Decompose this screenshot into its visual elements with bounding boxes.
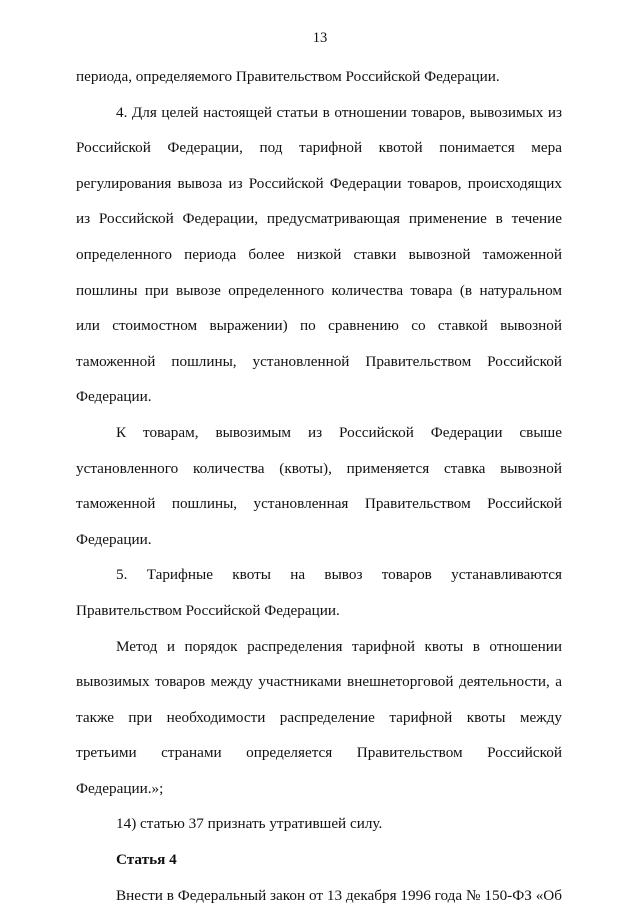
paragraph-distribution-method: Метод и порядок распределения тарифной квоты в отношении вывозимых товаров между участниками внешнеторговой деятельности, а также при необходимости распределение тарифной квоты между третьими странами определяется Правительством Российской Федерации.»;: [76, 637, 562, 797]
paragraph-item-4: 4. Для целей настоящей статьи в отношении товаров, вывозимых из Российской Федерации, под тарифной квотой понимается мера регулирования вывоза из Российской Федерации товаров, происходящих из Российской Федерации, предусматривающая применение в течение определенного периода более низкой ставки вывозной таможенной пошлины при вывозе определенного количества товара (в натуральном или стоимостном выражении) по сравнению со ставкой вывозной таможенной пошлины, установленной Правительством Российской Федерации.: [76, 103, 562, 406]
page-number: 13: [312, 30, 328, 46]
document-body: [76, 59, 562, 913]
paragraph-item-5: 5. Тарифные квоты на вывоз товаров устанавливаются Правительством Российской Федерации.: [76, 566, 562, 619]
paragraph-item-14: 14) статью 37 признать утратившей силу.: [116, 815, 383, 833]
paragraph-article-4: Внести в Федеральный закон от 13 декабря 1996 года № 150-ФЗ «Об: [116, 886, 562, 904]
paragraph-quota-excess: К товарам, вывозимым из Российской Федерации свыше установленного количества (квоты), применяется ставка вывозной таможенной пошлины, установленная Правительством Российской Федерации.: [76, 423, 562, 548]
paragraph-continuation: периода, определяемого Правительством Российской Федерации.: [76, 68, 500, 85]
article-heading: Статья 4: [116, 851, 177, 869]
